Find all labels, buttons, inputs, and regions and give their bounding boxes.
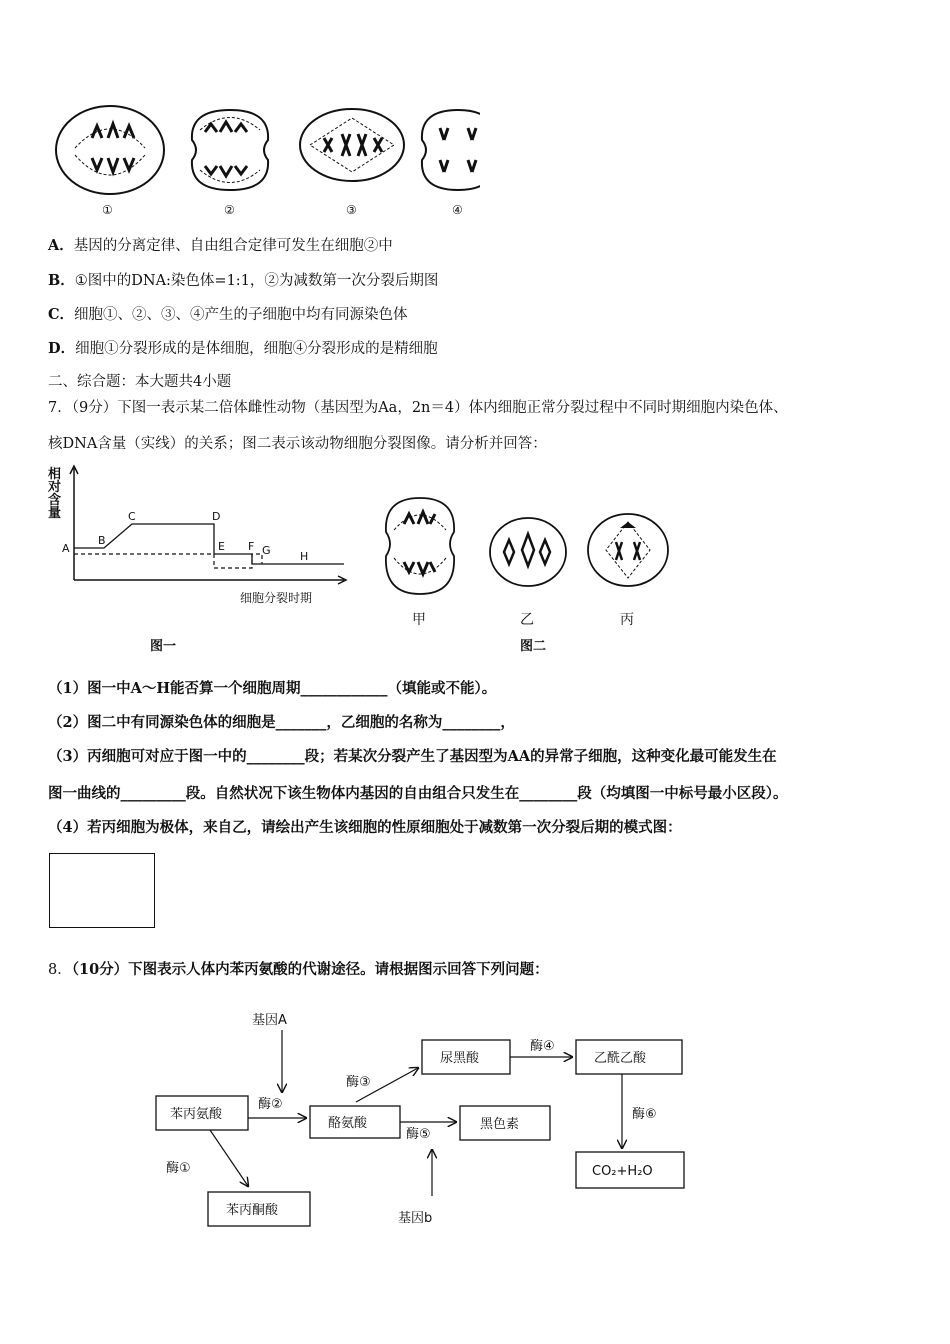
q7-drawing-box[interactable] xyxy=(49,853,155,928)
cell-figure-4-label: ④ xyxy=(452,203,463,217)
option-b-text: ①图中的DNA:染色体=1:1，②为减数第一次分裂后期图 xyxy=(74,273,439,289)
cell-figure-3-label: ③ xyxy=(346,203,357,217)
enzyme-3-label: 酶③ xyxy=(346,1075,371,1090)
q8-number: 8． xyxy=(48,962,72,978)
graph-1-point-e: E xyxy=(218,540,225,553)
cell-figure-1-label: ① xyxy=(102,203,113,217)
option-c-text: 细胞①、②、③、④产生的子细胞中均有同源染色体 xyxy=(74,307,408,323)
graph-1-point-h: H xyxy=(300,550,309,563)
homogentisic-label: 尿黑酸 xyxy=(440,1051,480,1066)
figure-2-label-yi: 乙 xyxy=(520,612,534,628)
enzyme-5-label: 酶⑤ xyxy=(406,1127,431,1142)
q7-intro-line1 xyxy=(48,398,788,418)
option-b xyxy=(48,271,438,291)
option-d-letter: D． xyxy=(48,340,76,357)
option-c-letter: C． xyxy=(48,306,75,323)
gene-b-label: 基因b xyxy=(398,1211,433,1226)
graph-1-point-f: F xyxy=(248,540,255,553)
q7-sub3-line1: （3）丙细胞可对应于图一中的________段；若某次分裂产生了基因型为AA的异常子细胞，这种变化最可能发生在 xyxy=(48,748,777,765)
option-d xyxy=(48,339,438,359)
graph-1-caption: 图一 xyxy=(150,639,177,654)
graph-1 xyxy=(44,462,364,654)
phenylpyruvic-label: 苯丙酮酸 xyxy=(226,1203,279,1218)
melanin-label: 黑色素 xyxy=(480,1117,520,1132)
cell-figure-2-label: ② xyxy=(224,203,235,217)
option-d-text: 细胞①分裂形成的是体细胞，细胞④分裂形成的是精细胞 xyxy=(75,341,438,357)
option-a-text: 基因的分离定律、自由组合定律可发生在细胞②中 xyxy=(73,238,393,254)
enzyme-2-label: 酶② xyxy=(258,1097,283,1112)
cell-figure-1 xyxy=(56,106,164,217)
graph-1-point-b: B xyxy=(98,534,106,547)
q7-intro-line2: 核DNA含量（实线）的关系；图二表示该动物细胞分裂图像。请分析并回答： xyxy=(48,436,547,452)
enzyme-6-label: 酶⑥ xyxy=(632,1107,657,1122)
q7-sub1: （1）图一中A～H能否算一个细胞周期____________（填能或不能）。 xyxy=(48,680,497,697)
graph-1-y-axis-label: 相对含量 xyxy=(48,467,62,521)
tyrosine-label: 酪氨酸 xyxy=(328,1116,368,1131)
graph-1-point-g: G xyxy=(262,544,271,557)
figure-2-cell-jia xyxy=(386,498,454,628)
option-b-letter: B． xyxy=(48,272,75,289)
figure-2-cell-yi xyxy=(490,518,566,628)
graph-1-x-axis-label: 细胞分裂时期 xyxy=(240,591,313,605)
figure-2-caption: 图二 xyxy=(520,639,547,654)
q7-intro-text-1: （9分）下图一表示某二倍体雌性动物（基因型为Aa，2n＝4）体内细胞正常分裂过程中不同时期细胞内染色体、 xyxy=(71,400,788,416)
figure-2-label-bing: 丙 xyxy=(620,612,634,628)
graph-1-point-a: A xyxy=(62,542,70,555)
phenylalanine-label: 苯丙氨酸 xyxy=(170,1107,223,1122)
enzyme-4-label: 酶④ xyxy=(530,1039,555,1054)
figure-2 xyxy=(380,494,680,656)
q7-sub3-line2: 图一曲线的_________段。自然状况下该生物体内基因的自由组合只发生在________段（均填图一中标号最小区段）。 xyxy=(48,785,788,802)
enzyme-1-label: 酶① xyxy=(166,1161,191,1176)
cell-figure-2 xyxy=(192,110,268,217)
cell-figure-4 xyxy=(422,110,480,217)
q8-intro-text: （10分）下图表示人体内苯丙氨酸的代谢途径。请根据图示回答下列问题： xyxy=(71,961,549,978)
gene-a-label: 基因A xyxy=(252,1013,287,1028)
cell-figure-3 xyxy=(300,109,404,217)
graph-1-point-c: C xyxy=(128,510,136,523)
q7-number: 7． xyxy=(48,400,72,416)
option-a-letter: A． xyxy=(48,237,74,254)
acetoacetic-label: 乙酰乙酸 xyxy=(594,1051,647,1066)
graph-1-point-d: D xyxy=(212,510,221,523)
figure-2-label-jia: 甲 xyxy=(412,612,426,628)
co2-h2o-label: CO₂+H₂O xyxy=(592,1164,653,1179)
section-heading: 二、综合题：本大题共4小题 xyxy=(48,374,232,390)
option-a xyxy=(48,236,393,256)
pathway-diagram xyxy=(150,1006,710,1236)
cell-division-figures xyxy=(40,100,480,225)
q8-intro xyxy=(48,960,549,980)
q7-sub2: （2）图二中有同源染色体的细胞是_______，乙细胞的名称为________， xyxy=(48,714,515,731)
q7-sub4: （4）若丙细胞为极体，来自乙，请绘出产生该细胞的性原细胞处于减数第一次分裂后期的模式图： xyxy=(48,819,682,836)
option-c xyxy=(48,305,408,325)
figure-2-cell-bing xyxy=(588,514,668,628)
